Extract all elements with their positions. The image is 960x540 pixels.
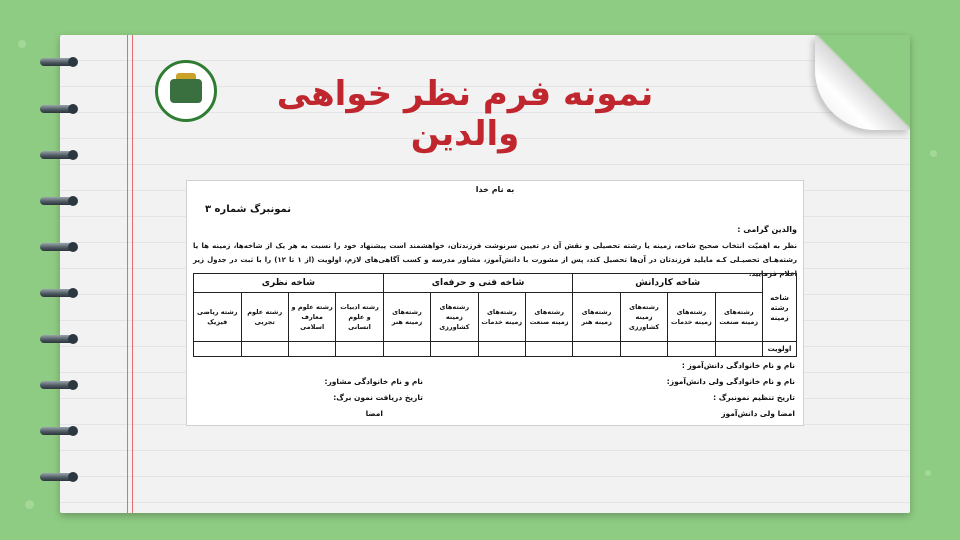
- row-header: شاخه رشته زمینه: [763, 274, 797, 342]
- field-column: رشته ریاضی فیزیک: [194, 293, 242, 342]
- branch-header: شاخه فنی و حرفه‌ای: [383, 274, 573, 293]
- field-column: رشته‌های زمینه هنر: [573, 293, 620, 342]
- field-column: رشته‌های زمینه خدمات: [668, 293, 715, 342]
- greeting: والدین گرامی :: [737, 225, 797, 234]
- school-logo: [155, 60, 217, 122]
- priority-cell[interactable]: [431, 342, 478, 357]
- field-column: رشته‌های زمینه کشاورزی: [431, 293, 478, 342]
- spiral-ring: [40, 55, 82, 69]
- spiral-ring: [40, 378, 82, 392]
- guardian-signature-field: امضا ولی دانش‌آموز: [721, 409, 795, 418]
- branch-header: شاخه کاردانش: [573, 274, 763, 293]
- priority-cell[interactable]: [715, 342, 762, 357]
- priority-cell[interactable]: [383, 342, 430, 357]
- slide-title: نمونه فرم نظر خواهی والدین: [276, 74, 654, 154]
- student-name-field: نام و نام خانوادگی دانش‌آموز :: [681, 361, 795, 370]
- margin-line: [127, 35, 128, 513]
- branch-header: شاخه نظری: [194, 274, 384, 293]
- bismillah: به نام خدا: [475, 185, 515, 194]
- spiral-ring: [40, 332, 82, 346]
- spiral-ring: [40, 102, 82, 116]
- priority-table: [193, 273, 797, 357]
- field-column: رشته‌های زمینه خدمات: [478, 293, 525, 342]
- priority-cell[interactable]: [288, 342, 335, 357]
- spiral-ring: [40, 194, 82, 208]
- counselor-signature-field: امضا: [365, 409, 383, 418]
- background-dot: [925, 470, 931, 476]
- form-document: [186, 180, 804, 426]
- spiral-ring: [40, 424, 82, 438]
- priority-cell[interactable]: [336, 342, 383, 357]
- field-column: رشته‌های زمینه صنعت: [525, 293, 572, 342]
- field-column: رشته ادبیات و علوم انسانی: [336, 293, 383, 342]
- instructions-paragraph: نظر به اهمیّت انتخاب صحیح شاخه، زمینه یا رشته تحصیلی و نقش آن در تعیین سرنوشت فرزندتان، خواهشمند است پیشنهاد خود را نسبت به هر یک از شاخه‌ها، زمینه ها یا رشته‌هـای تحصیـلی کـه مایلید فرزندتان در آن‌ها تحصیل کند، پس از مشورت با دانش‌آموز، مشاور مدرسه و کسب آگاهی‌های لازم، اولویت (از ۱ تا ۱۲) را با ثبت در جدول زیر اعلام فرمایید.: [193, 242, 797, 278]
- priority-cell[interactable]: [620, 342, 667, 357]
- priority-cell[interactable]: [525, 342, 572, 357]
- form-date-field: تاریخ تنظیم نمونبرگ :: [713, 393, 795, 402]
- priority-cell[interactable]: [194, 342, 242, 357]
- priority-label: اولویت: [763, 342, 797, 357]
- field-column: رشته علوم و معارف اسلامی: [288, 293, 335, 342]
- receive-date-field: تاریخ دریافت نمون برگ:: [333, 393, 423, 402]
- spiral-ring: [40, 470, 82, 484]
- counselor-name-field: نام و نام خانوادگی مشاور:: [324, 377, 423, 386]
- priority-cell[interactable]: [478, 342, 525, 357]
- spiral-ring: [40, 286, 82, 300]
- priority-cell[interactable]: [241, 342, 288, 357]
- field-column: رشته‌های زمینه صنعت: [715, 293, 762, 342]
- spiral-ring: [40, 240, 82, 254]
- guardian-name-field: نام و نام خانوادگی ولی دانش‌آموز:: [666, 377, 795, 386]
- priority-cell[interactable]: [668, 342, 715, 357]
- margin-line: [132, 35, 133, 513]
- background-dot: [930, 150, 937, 157]
- field-column: رشته‌های زمینه کشاورزی: [620, 293, 667, 342]
- background-dot: [25, 500, 34, 509]
- background-dot: [18, 40, 26, 48]
- spiral-ring: [40, 148, 82, 162]
- field-column: رشته‌های زمینه هنر: [383, 293, 430, 342]
- form-number: نمونبرگ شماره ۳: [204, 204, 291, 215]
- field-column: رشته علوم تجربی: [241, 293, 288, 342]
- priority-cell[interactable]: [573, 342, 620, 357]
- page-curl: [815, 35, 910, 130]
